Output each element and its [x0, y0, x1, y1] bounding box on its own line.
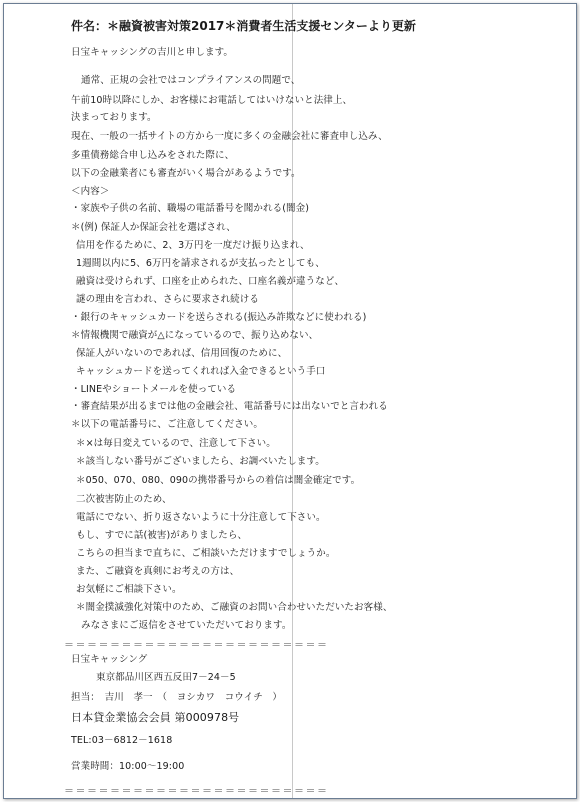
body-line: 午前10時以降にしか、お客様にお電話してはいけないと法律上、 — [71, 95, 353, 106]
scanned-document — [4, 4, 576, 798]
body-line: 信用を作るために、2、3万円を一度だけ振り込まれ、 — [76, 240, 310, 251]
body-line: 通常、正規の会社ではコンプライアンスの問題で、 — [81, 75, 301, 86]
body-line: ・銀行のキャッシュカードを送らされる(振込み詐欺などに使われる) — [71, 312, 367, 323]
body-line: 現在、一般の一括サイトの方から一度に多くの金融会社に審査申し込み、 — [71, 131, 388, 142]
separator-bottom: ＝＝＝＝＝＝＝＝＝＝＝＝＝＝＝＝＝＝＝＝＝＝＝ — [64, 786, 329, 797]
body-line: 多重債務総合申し込みをされた際に、 — [71, 150, 235, 161]
footer-association: 日本貸金業協会会員 第000978号 — [71, 711, 240, 724]
separator-top: ＝＝＝＝＝＝＝＝＝＝＝＝＝＝＝＝＝＝＝＝＝＝＝ — [64, 640, 329, 651]
greeting: 日宝キャッシングの吉川と申します。 — [71, 47, 234, 58]
footer-hours: 営業時間：10:00～19:00 — [71, 761, 185, 772]
body-line: 保証人がいないのであれば、信用回復のために、 — [76, 348, 288, 359]
document-frame — [3, 3, 577, 799]
body-line: 以下の金融業者にも審査がいく場合があるようです。 — [71, 168, 301, 179]
body-line: ＊以下の電話番号に、ご注意してください。 — [71, 419, 264, 430]
body-line: 1週間以内に5、6万円を請求されるが支払ったとしても、 — [76, 258, 325, 269]
body-line: キャッシュカードを送ってくれれば入金できるという手口 — [76, 366, 326, 377]
body-line: ・家族や子供の名前、職場の電話番号を聞かれる(闇金) — [71, 203, 310, 214]
footer-contact: 担当： 吉川 孝一 （ ヨシカワ コウイチ ） — [71, 692, 283, 703]
footer-address: 東京都品川区西五反田7－24－5 — [96, 672, 236, 683]
body-line: もし、すでに話(被害)がありましたら、 — [76, 530, 248, 541]
body-line: 決まっております。 — [71, 112, 157, 123]
body-line: 謎の理由を言われ、さらに要求され続ける — [76, 294, 259, 305]
body-line: 電話にでない、折り返さないように十分注意して下さい。 — [76, 512, 326, 523]
body-line: ・LINEやショートメールを使っている — [71, 384, 237, 395]
body-line: ＊該当しない番号がございましたら、お調べいたします。 — [76, 456, 325, 467]
body-line: ＊(例) 保証人か保証会社を選ばされ、 — [71, 222, 236, 233]
body-line: また、ご融資を真剣にお考えの方は、 — [76, 566, 240, 577]
footer-company: 日宝キャッシング — [71, 654, 148, 665]
body-line: ＊情報機関で融資が△になっているので、振り込めない、 — [71, 330, 319, 341]
body-line: こちらの担当まで直ちに、ご相談いただけますでしょうか。 — [76, 548, 336, 559]
body-line: みなさまにご返信をさせていただいております。 — [81, 620, 292, 631]
contents-heading: ＜内容＞ — [71, 186, 110, 197]
body-line: お気軽にご相談下さい。 — [76, 584, 182, 595]
body-line: 融資は受けられず、口座を止められた、口座名義が違うなど、 — [76, 276, 345, 287]
body-line: ＊×は毎日変えているので、注意して下さい。 — [76, 438, 276, 449]
subject-line: 件名：＊融資被害対策2017＊消費者生活支援センターより更新 — [71, 19, 416, 33]
body-line: 二次被害防止のため、 — [76, 494, 172, 505]
footer-tel: TEL:03－6812－1618 — [71, 735, 173, 746]
body-line: ・審査結果が出るまでは他の金融会社、電話番号には出ないでと言われる — [71, 401, 388, 412]
body-line: ＊050、070、080、090の携帯番号からの着信は闇金確定です。 — [76, 475, 361, 486]
body-line: ＊闇金撲滅強化対策中のため、ご融資のお問い合わせいただいたお客様、 — [76, 602, 393, 613]
